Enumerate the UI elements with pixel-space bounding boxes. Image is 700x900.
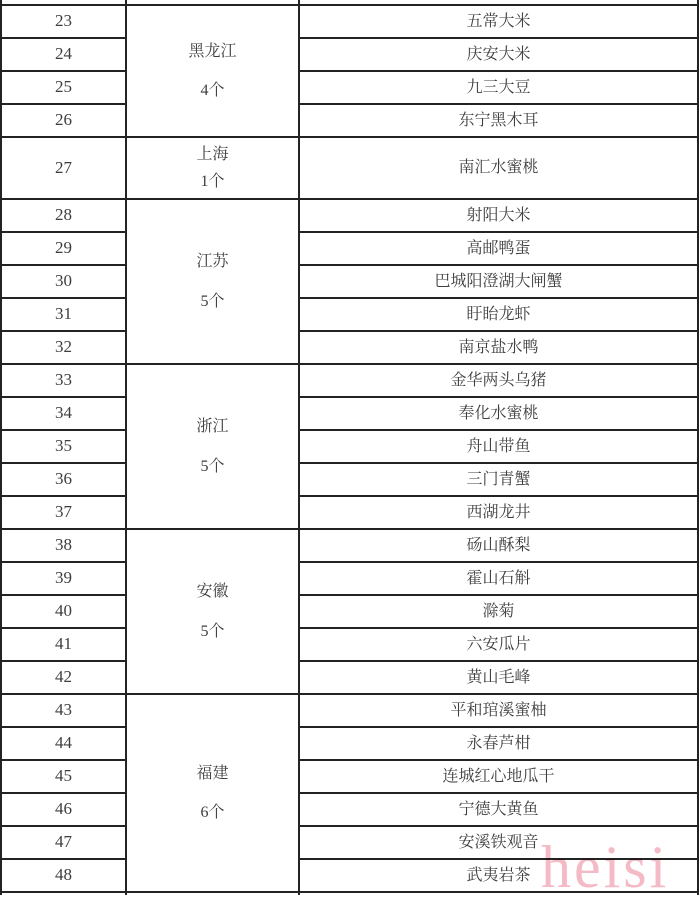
table-row: [1, 430, 698, 463]
row-number-cell: 34: [1, 397, 126, 430]
row-number-cell: 41: [1, 628, 126, 661]
table-body: [1, 0, 698, 895]
table-row: [1, 661, 698, 694]
province-cell: [126, 694, 299, 892]
row-number-cell: 39: [1, 562, 126, 595]
row-number-cell: 24: [1, 38, 126, 71]
row-number-cell: 28: [1, 199, 126, 232]
product-cell: 南京盐水鸭: [299, 331, 698, 364]
province-name: 黑龙江: [188, 42, 237, 60]
row-number-cell: 25: [1, 71, 126, 104]
row-number-cell: 40: [1, 595, 126, 628]
row-number-cell: 43: [1, 694, 126, 727]
table-row: [1, 595, 698, 628]
product-cell: 永春芦柑: [299, 727, 698, 760]
row-number-cell: 33: [1, 364, 126, 397]
row-number-cell: 37: [1, 496, 126, 529]
province-name: 上海: [196, 146, 229, 164]
province-cell: [126, 529, 299, 694]
table-row: [1, 496, 698, 529]
table-row: [1, 628, 698, 661]
row-number-cell: 46: [1, 793, 126, 826]
province-count: 5个: [200, 622, 225, 640]
product-cell: 武夷岩茶: [299, 859, 698, 892]
province-count: 5个: [200, 457, 225, 475]
partial-cell: [126, 892, 299, 895]
province-cell: [126, 137, 299, 199]
table-row: [1, 71, 698, 104]
province-cell: [126, 5, 299, 137]
row-number-cell: 29: [1, 232, 126, 265]
product-cell: 平和琯溪蜜柚: [299, 694, 698, 727]
product-cell: 奉化水蜜桃: [299, 397, 698, 430]
product-cell: 砀山酥梨: [299, 529, 698, 562]
table-row: [1, 826, 698, 859]
product-cell: 西湖龙井: [299, 496, 698, 529]
table-row: [1, 5, 698, 38]
province-name: 安徽: [196, 583, 229, 601]
province-cell: [126, 199, 299, 364]
table-row: [1, 463, 698, 496]
row-number-cell: 38: [1, 529, 126, 562]
product-cell: 滁菊: [299, 595, 698, 628]
product-cell: 舟山带鱼: [299, 430, 698, 463]
table-row: [1, 760, 698, 793]
row-number-cell: 44: [1, 727, 126, 760]
table-row: [1, 199, 698, 232]
province-count: 5个: [200, 292, 225, 310]
product-cell: 五常大米: [299, 5, 698, 38]
row-number-cell: 42: [1, 661, 126, 694]
table-row: [1, 793, 698, 826]
row-number-cell: 30: [1, 265, 126, 298]
row-number-cell: 26: [1, 104, 126, 137]
province-name: 浙江: [196, 418, 229, 436]
row-number-cell: 36: [1, 463, 126, 496]
table-row: [1, 364, 698, 397]
table-row: [1, 38, 698, 71]
partial-cell: [1, 892, 126, 895]
province-count: 4个: [200, 82, 225, 99]
product-cell: 庆安大米: [299, 38, 698, 71]
product-cell: 高邮鸭蛋: [299, 232, 698, 265]
row-number-cell: 23: [1, 5, 126, 38]
partial-row-bottom: [1, 892, 698, 895]
product-cell: 巴城阳澄湖大闸蟹: [299, 265, 698, 298]
table-row: [1, 331, 698, 364]
row-number-cell: 27: [1, 137, 126, 199]
province-name: 福建: [196, 764, 229, 782]
product-cell: 东宁黑木耳: [299, 104, 698, 137]
table-row: [1, 529, 698, 562]
province-count: 6个: [200, 804, 225, 821]
table-row: [1, 859, 698, 892]
product-cell: 连城红心地瓜干: [299, 760, 698, 793]
table-row: [1, 397, 698, 430]
row-number-cell: 32: [1, 331, 126, 364]
product-cell: 射阳大米: [299, 199, 698, 232]
product-cell: 三门青蟹: [299, 463, 698, 496]
row-number-cell: 45: [1, 760, 126, 793]
table-row: [1, 562, 698, 595]
province-name: 江苏: [196, 253, 229, 271]
province-cell: [126, 364, 299, 529]
table-row: [1, 694, 698, 727]
table-row: [1, 298, 698, 331]
product-cell: 金华两头乌猪: [299, 364, 698, 397]
product-cell: 南汇水蜜桃: [299, 137, 698, 199]
table-row: [1, 232, 698, 265]
table-row: [1, 727, 698, 760]
product-cell: 霍山石斛: [299, 562, 698, 595]
province-count: 1个: [200, 172, 225, 190]
row-number-cell: 35: [1, 430, 126, 463]
table-row: [1, 265, 698, 298]
row-number-cell: 31: [1, 298, 126, 331]
table-row: [1, 104, 698, 137]
product-cell: 六安瓜片: [299, 628, 698, 661]
product-cell: 黄山毛峰: [299, 661, 698, 694]
row-number-cell: 47: [1, 826, 126, 859]
product-cell: 宁德大黄鱼: [299, 793, 698, 826]
product-cell: 九三大豆: [299, 71, 698, 104]
product-cell: 盱眙龙虾: [299, 298, 698, 331]
row-number-cell: 48: [1, 859, 126, 892]
watermark: heisi: [541, 834, 670, 900]
table-row: [1, 137, 698, 199]
partial-cell: [299, 892, 698, 895]
product-cell: 安溪铁观音: [299, 826, 698, 859]
